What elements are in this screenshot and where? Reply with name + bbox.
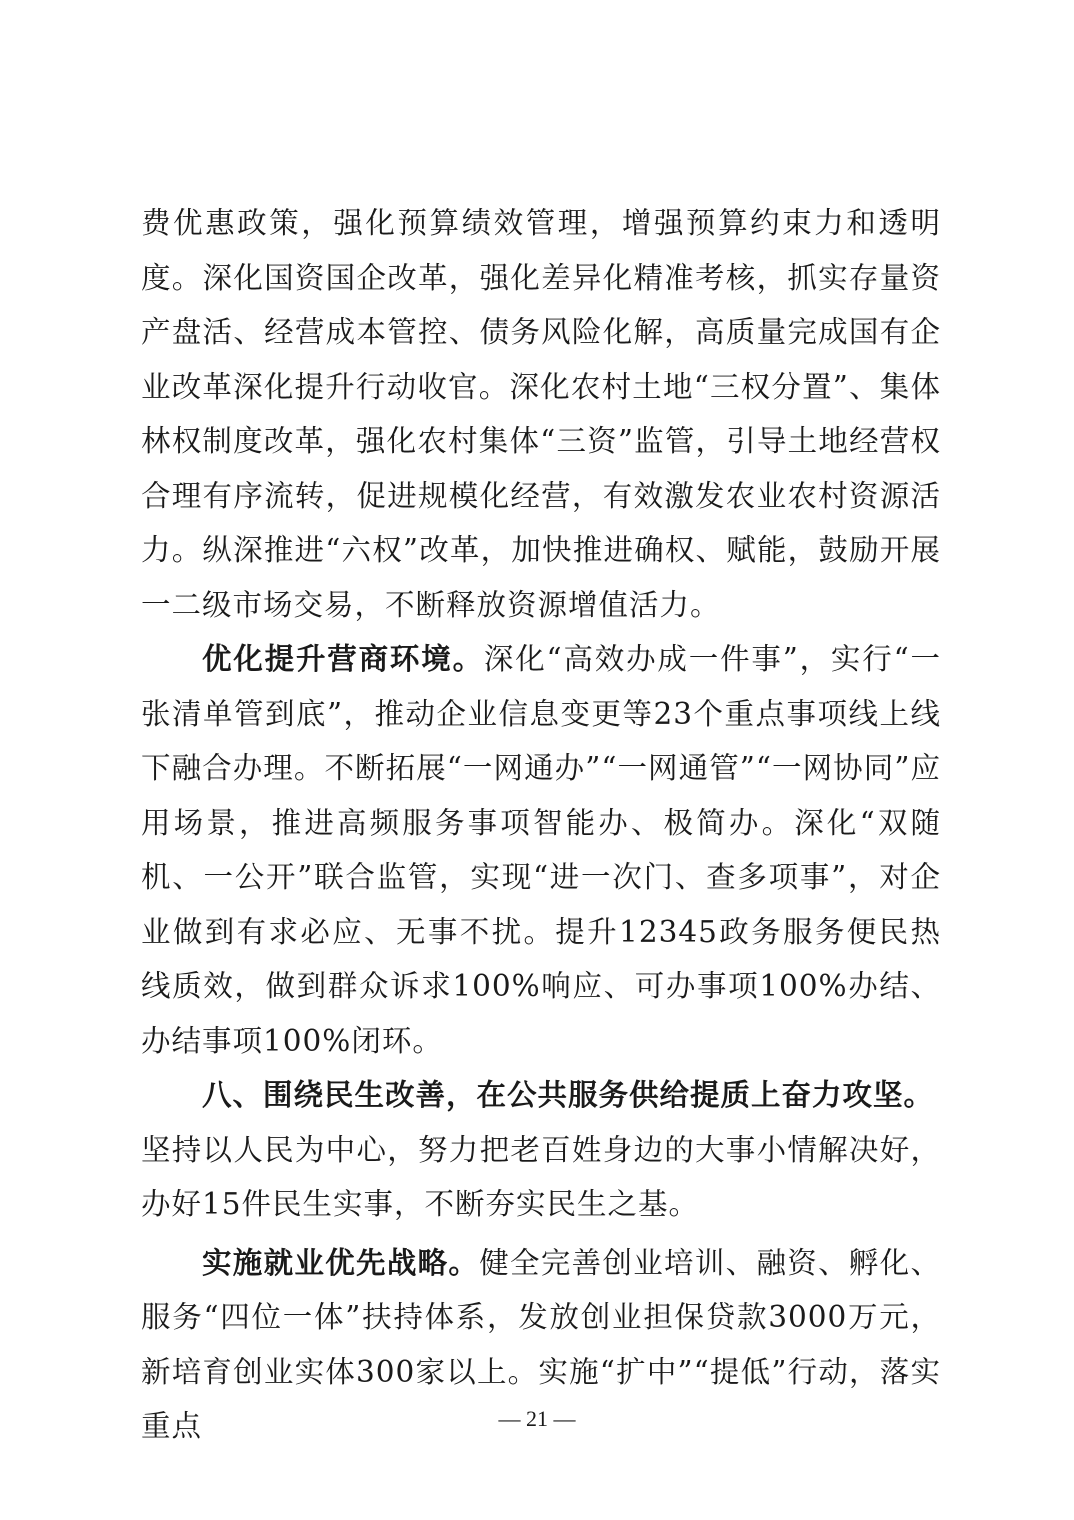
paragraph-people-livelihood: 坚持以人民为中心，努力把老百姓身边的大事小情解决好，办好15件民生实事，不断夯实民生之基。 [141, 1132, 941, 1221]
body-text [141, 196, 941, 1454]
paragraph-lead-employment: 实施就业优先战略。 [202, 1245, 480, 1280]
paragraph-body-employment: 健全完善创业培训、融资、孵化、服务“四位一体”扶持体系，发放创业担保贷款3000万元，新培育创业实体300家以上。实施“扩中”“提低”行动，落实重点 [141, 1245, 941, 1443]
paragraph-business-environment [141, 632, 941, 1068]
section-heading-eight: 八、围绕民生改善，在公共服务供给提质上奋力攻坚。 [202, 1078, 935, 1112]
paragraph-fiscal-reform: 费优惠政策，强化预算绩效管理，增强预算约束力和透明度。深化国资国企改革，强化差异化精准考核，抓实存量资产盘活、经营成本管控、债务风险化解，高质量完成国有企业改革深化提升行动收官。深化农村土地“三权分置”、集体林权制度改革，强化农村集体“三资”监管，引导土地经营权合理有序流转，促进规模化经营，有效激发农业农村资源活力。纵深推进“六权”改革，加快推进确权、赋能，鼓励开展一二级市场交易，不断释放资源增值活力。 [141, 206, 941, 622]
page-number: — 21 — [498, 1406, 576, 1431]
paragraph-lead-business-environment: 优化提升营商环境。 [202, 642, 484, 676]
paragraph-body-business-environment: 深化“高效办成一件事”，实行“一张清单管到底”，推动企业信息变更等23个重点事项线上线下融合办理。不断拓展“一网通办”“一网通管”“一网协同”应用场景，推进高频服务事项智能办、极简办。深化“双随机、一公开”联合监管，实现“进一次门、查多项事”，对企业做到有求必应、无事不扰。提升12345政务服务便民热线质效，做到群众诉求100%响应、可办事项100%办结、办结事项100%闭环。 [141, 642, 941, 1058]
